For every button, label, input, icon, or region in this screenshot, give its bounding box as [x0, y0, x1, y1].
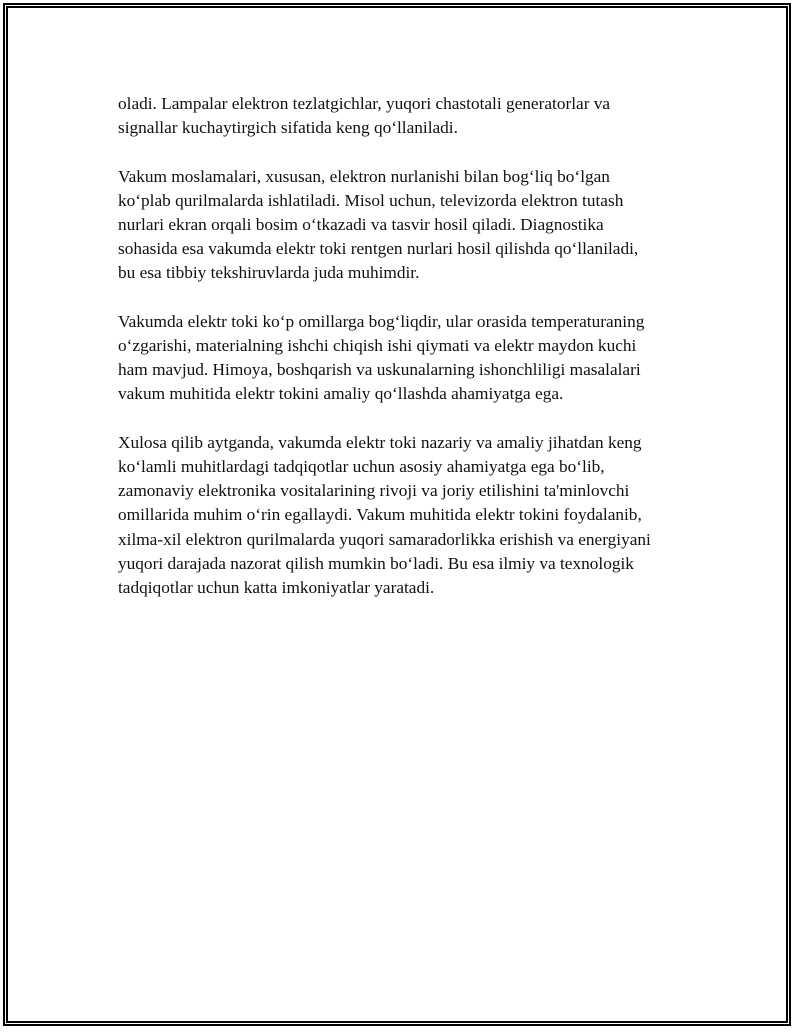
document-body: [118, 92, 708, 624]
paragraph-1: oladi. Lampalar elektron tezlatgichlar, yuqori chastotali generatorlar va signallar kuchaytirgich sifatida keng qo‘llaniladi.: [118, 94, 611, 138]
paragraph-3: Vakumda elektr toki ko‘p omillarga bog‘liqdir, ular orasida temperaturaning o‘zgarishi, materialning ishchi chiqish ishi qiymati va elektr maydon kuchi ham mavjud. Himoya, boshqarish va uskunalarning ishonchliligi masalalari vakum muhitida elektr tokini amaliy qo‘llashda ahamiyatga ega.: [118, 311, 645, 404]
paragraph-2: Vakum moslamalari, xususan, elektron nurlanishi bilan bog‘liq bo‘lgan ko‘plab qurilmalarda ishlatiladi. Misol uchun, televizorda elektron tutash nurlari ekran orqali bosim o‘tkazadi va tasvir hosil qiladi. Diagnostika sohasida esa vakumda elektr toki rentgen nurlari hosil qilishda qo‘llaniladi, bu esa tibbiy tekshiruvlarda juda muhimdir.: [118, 166, 639, 283]
paragraph-4: Xulosa qilib aytganda, vakumda elektr toki nazariy va amaliy jihatdan keng ko‘lamli muhitlardagi tadqiqotlar uchun asosiy ahamiyatga ega bo‘lib, zamonaviy elektronika vositalarining rivoji va joriy etilishini ta'minlovchi omillarida muhim o‘rin egallaydi. Vakum muhitida elektr tokini foydalanib, xilma-xil elektron qurilmalarda yuqori samaradorlikka erishish va energiyani yuqori darajada nazorat qilish mumkin bo‘ladi. Bu esa ilmiy va texnologik tadqiqotlar uchun katta imkoniyatlar yaratadi.: [118, 432, 651, 598]
